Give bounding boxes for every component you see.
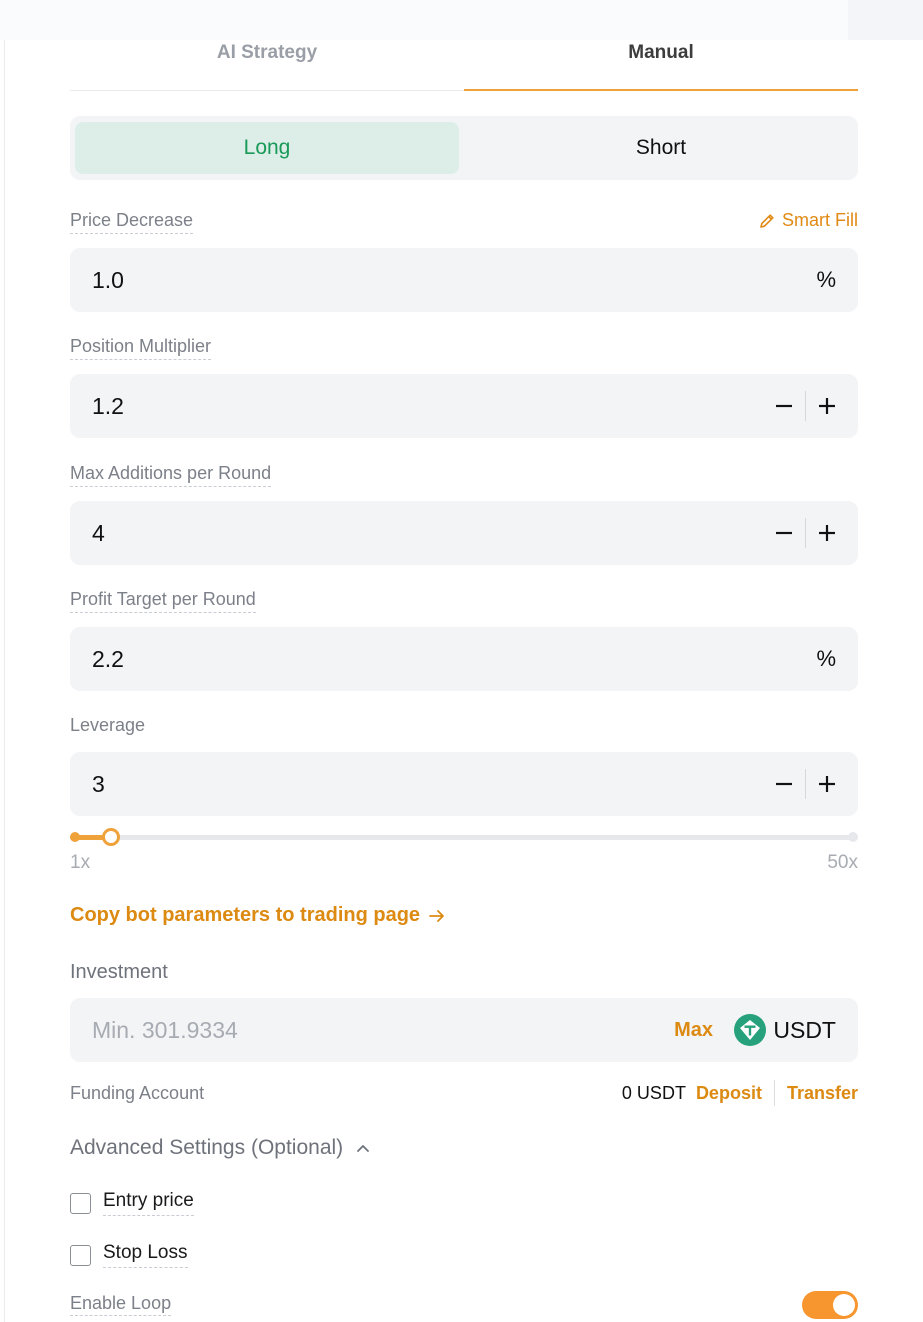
minus-icon xyxy=(774,523,794,543)
toggle-knob xyxy=(833,1294,855,1316)
stepper-divider xyxy=(805,518,806,548)
slider-end-dot xyxy=(848,832,858,842)
stop-loss-checkbox[interactable] xyxy=(70,1245,91,1266)
max-button[interactable]: Max xyxy=(674,1019,713,1041)
advanced-settings-toggle[interactable] xyxy=(70,1136,371,1160)
arrow-right-icon xyxy=(428,907,446,925)
smart-fill-label: Smart Fill xyxy=(782,210,858,230)
price-decrease-value: 1.0 xyxy=(92,267,124,293)
enable-loop-label: Enable Loop xyxy=(70,1293,171,1316)
tab-ai-strategy[interactable]: AI Strategy xyxy=(216,42,318,63)
slider-min-label: 1x xyxy=(70,852,91,873)
funding-account-label: Funding Account xyxy=(70,1083,205,1103)
slider-thumb[interactable] xyxy=(102,828,120,846)
copy-parameters-label: Copy bot parameters to trading page xyxy=(70,904,421,926)
bot-config-panel xyxy=(4,40,923,1322)
copy-parameters-link[interactable] xyxy=(70,904,446,927)
strategy-tabs xyxy=(70,40,858,91)
tab-manual-label: Manual xyxy=(628,42,694,63)
entry-price-label: Entry price xyxy=(103,1190,194,1216)
max-additions-value: 4 xyxy=(92,520,105,546)
profit-target-label: Profit Target per Round xyxy=(70,589,256,613)
investment-placeholder: Min. 301.9334 xyxy=(92,1017,238,1043)
panel-content xyxy=(70,40,858,1313)
stop-loss-label: Stop Loss xyxy=(103,1242,188,1268)
pencil-icon xyxy=(758,212,776,230)
plus-icon xyxy=(817,396,837,416)
active-tab-underline xyxy=(464,89,858,91)
transfer-link[interactable]: Transfer xyxy=(786,1083,858,1103)
plus-icon xyxy=(817,774,837,794)
currency-selector xyxy=(734,1014,836,1046)
enable-loop-toggle[interactable] xyxy=(802,1291,858,1319)
leverage-input[interactable] xyxy=(70,752,858,816)
leverage-value: 3 xyxy=(92,771,105,797)
stepper-divider xyxy=(805,391,806,421)
funding-actions xyxy=(622,1080,858,1106)
max-additions-stepper xyxy=(771,517,840,549)
slider-track xyxy=(70,835,858,840)
position-multiplier-stepper xyxy=(771,390,840,422)
max-additions-input[interactable] xyxy=(70,501,858,565)
decrement-button[interactable] xyxy=(771,768,797,800)
chevron-up-icon xyxy=(355,1140,371,1156)
price-decrease-unit: % xyxy=(816,267,836,292)
profit-target-unit: % xyxy=(816,646,836,671)
position-multiplier-value: 1.2 xyxy=(92,393,124,419)
stop-loss-option xyxy=(70,1242,188,1268)
profit-target-value: 2.2 xyxy=(92,646,124,672)
advanced-settings-label: Advanced Settings (Optional) xyxy=(70,1136,344,1159)
entry-price-option xyxy=(70,1190,194,1216)
direction-toggle xyxy=(70,116,858,180)
deposit-link[interactable]: Deposit xyxy=(695,1083,762,1103)
max-additions-label: Max Additions per Round xyxy=(70,463,271,487)
usdt-icon xyxy=(734,1014,766,1046)
currency-label: USDT xyxy=(773,1016,836,1043)
decrement-button[interactable] xyxy=(771,390,797,422)
decrement-button[interactable] xyxy=(771,517,797,549)
stepper-divider xyxy=(805,769,806,799)
short-button[interactable]: Short xyxy=(635,136,687,159)
leverage-slider[interactable] xyxy=(70,830,858,844)
increment-button[interactable] xyxy=(814,517,840,549)
minus-icon xyxy=(774,774,794,794)
price-decrease-input[interactable] xyxy=(70,248,858,312)
increment-button[interactable] xyxy=(814,768,840,800)
smart-fill-button[interactable] xyxy=(758,210,858,231)
plus-icon xyxy=(817,523,837,543)
enable-loop-row xyxy=(70,1293,858,1314)
position-multiplier-label: Position Multiplier xyxy=(70,336,211,360)
investment-input[interactable] xyxy=(70,998,858,1062)
slider-max-label: 50x xyxy=(827,852,858,873)
minus-icon xyxy=(774,396,794,416)
entry-price-checkbox[interactable] xyxy=(70,1193,91,1214)
price-decrease-label: Price Decrease xyxy=(70,210,193,234)
long-button[interactable]: Long xyxy=(75,122,459,174)
position-multiplier-input[interactable] xyxy=(70,374,858,438)
slider-start-dot xyxy=(70,832,80,842)
leverage-stepper xyxy=(771,768,840,800)
tab-manual[interactable] xyxy=(464,40,858,90)
leverage-label: Leverage xyxy=(70,715,146,735)
investment-label: Investment xyxy=(70,961,168,983)
increment-button[interactable] xyxy=(814,390,840,422)
funding-account-row xyxy=(70,1080,858,1110)
funding-balance: 0 USDT xyxy=(621,1083,686,1103)
top-strip-edge xyxy=(848,0,923,40)
funding-divider xyxy=(774,1080,775,1106)
top-strip xyxy=(0,0,923,40)
profit-target-input[interactable] xyxy=(70,627,858,691)
